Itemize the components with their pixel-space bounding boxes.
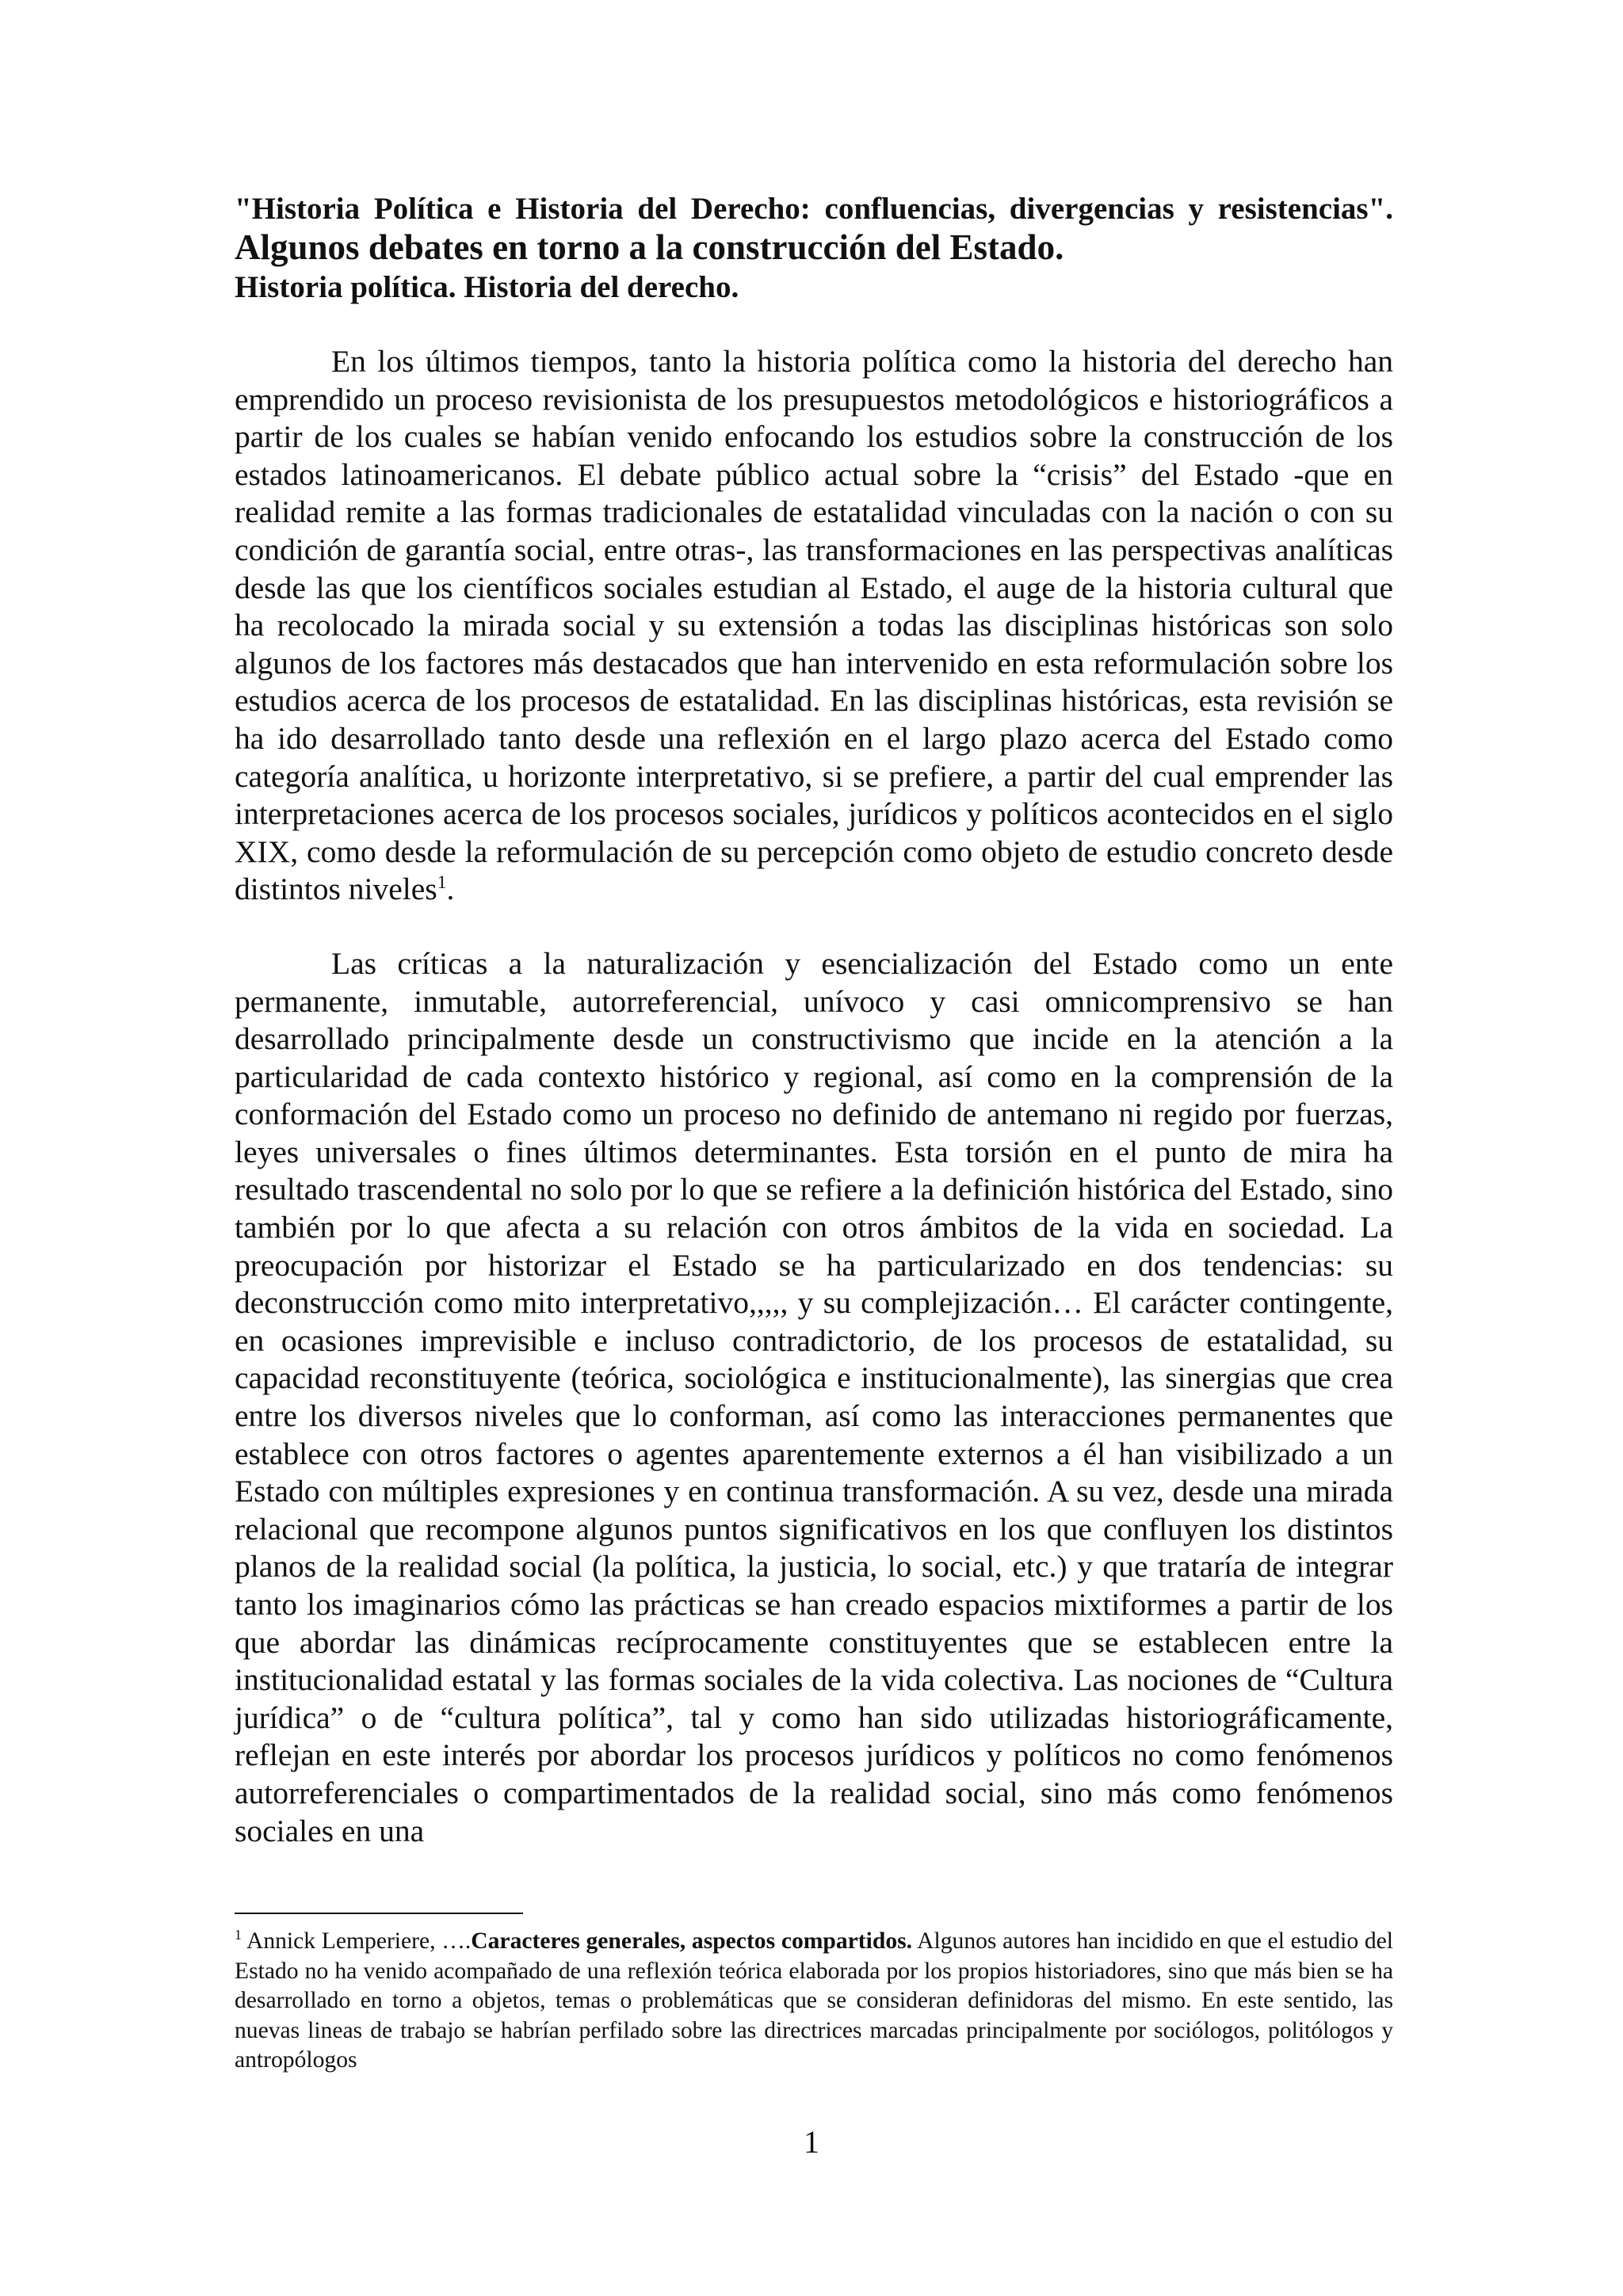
footnote <box>235 1927 1393 2076</box>
title-part-2: Algunos debates en torno a la construcción del Estado. <box>235 227 1064 267</box>
footnote-bold-title: Caracteres generales, aspectos compartidos. <box>471 1928 913 1954</box>
footnote-reference: 1 <box>437 872 447 894</box>
document-subtitle: Historia política. Historia del derecho. <box>235 270 739 304</box>
footnote-text: Algunos autores han incidido en que el estudio del Estado no ha venido acompañado de una reflexión teórica elaborada por los propios historiadores, sino que más bien se ha desarrollado en torno a objetos, temas o problemáticas que se consideran definidoras del mismo. En este sentido, las nuevas lineas de trabajo se habrían perfilado sobre las directrices marcadas principalmente por sociólogos, politólogos y antropólogos <box>235 1928 1393 2073</box>
title-part-1: "Historia Política e Historia del Derecho: confluencias, divergencias y resistencias". <box>235 192 1393 226</box>
document-body <box>235 190 1393 1886</box>
document-title <box>235 190 1393 269</box>
paragraph-1-text: En los últimos tiempos, tanto la historia política como la historia del derecho han emprendido un proceso revisionista de los presupuestos metodológicos e historiográficos a partir de los cuales se habían venido enfocando los estudios sobre la construcción de los estados latinoamericanos. El debate público actual sobre la “crisis” del Estado -que en realidad remite a las formas tradicionales de estatalidad vinculadas con la nación o con su condición de garantía social, entre otras-, las transformaciones en las perspectivas analíticas desde las que los científicos sociales estudian al Estado, el auge de la historia cultural que ha recolocado la mirada social y su extensión a todas las disciplinas históricas son solo algunos de los factores más destacados que han intervenido en esta reformulación sobre los estudios acerca de los procesos de estatalidad. En las disciplinas históricas, esta revisión se ha ido desarrollado tanto desde una reflexión en el largo plazo acerca del Estado como categoría analítica, u horizonte interpretativo, si se prefiere, a partir del cual emprender las interpretaciones acerca de los procesos sociales, jurídicos y políticos acontecidos en el siglo XIX, como desde la reformulación de su percepción como objeto de estudio concreto desde distintos niveles <box>235 344 1393 907</box>
paragraph-2 <box>235 945 1393 1850</box>
paragraph-1 <box>235 343 1393 909</box>
page-number: 1 <box>804 2124 819 2160</box>
paragraph-2-text: Las críticas a la naturalización y esencialización del Estado como un ente permanente, inmutable, autorreferencial, unívoco y casi omnicomprensivo se han desarrollado principalmente desde un constructivismo que incide en la atención a la particularidad de cada contexto histórico y regional, así como en la comprensión de la conformación del Estado como un proceso no definido de antemano ni regido por fuerzas, leyes universales o fines últimos determinantes. Esta torsión en el punto de mira ha resultado trascendental no solo por lo que se refiere a la definición histórica del Estado, sino también por lo que afecta a su relación con otros ámbitos de la vida en sociedad. La preocupación por historizar el Estado se ha particularizado en dos tendencias: su deconstrucción como mito interpretativo,,,,, y su complejización… El carácter contingente, en ocasiones imprevisible e incluso contradictorio, de los procesos de estatalidad, su capacidad reconstituyente (teórica, sociológica e institucionalmente), las sinergias que crea entre los diversos niveles que lo conforman, así como las interacciones permanentes que establece con otros factores o agentes aparentemente externos a él han visibilizado a un Estado con múltiples expresiones y en continua transformación. A su vez, desde una mirada relacional que recompone algunos puntos significativos en los que confluyen los distintos planos de la realidad social (la política, la justicia, lo social, etc.) y que trataría de integrar tanto los imaginarios cómo las prácticas se han creado espacios mixtiformes a partir de los que abordar las dinámicas recíprocamente constituyentes que se establecen entre la institucionalidad estatal y las formas sociales de la vida colectiva. Las nociones de “Cultura jurídica” o de “cultura política”, tal y como han sido utilizadas historiográficamente, reflejan en este interés por abordar los procesos jurídicos y políticos no como fenómenos autorreferenciales o compartimentados de la realidad social, sino más como fenómenos sociales en una <box>235 945 1393 1848</box>
footnote-separator <box>235 1913 523 1914</box>
paragraph-1-end: . <box>446 871 455 907</box>
footnote-number: 1 <box>235 1927 242 1943</box>
footnote-author: Annick Lemperiere, …. <box>241 1928 472 1954</box>
